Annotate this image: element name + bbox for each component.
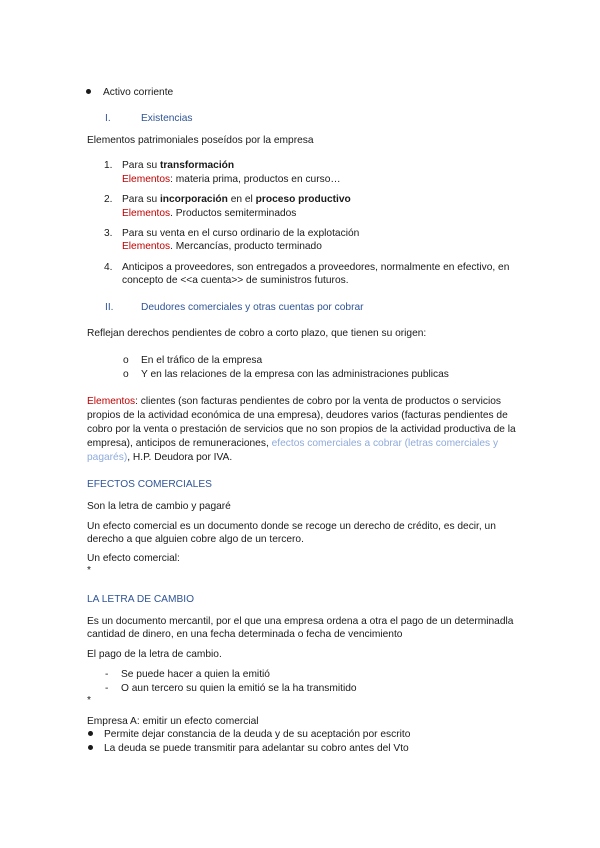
letra-line1b: cantidad de dinero, en una fecha determinada o fecha de vencimiento <box>87 629 403 640</box>
bullet-icon <box>88 745 93 750</box>
efectos-star: * <box>87 565 91 576</box>
empresa-line: Empresa A: emitir un efecto comercial <box>87 716 259 727</box>
subitem2-text: Y en las relaciones de la empresa con las administraciones publicas <box>141 369 449 380</box>
elements-para-line3: cobro por la venta o prestación de servicios que no son propios de la actividad productiva de la <box>87 424 516 435</box>
efectos-line3: Un efecto comercial: <box>87 553 180 564</box>
efectos-line2a: Un efecto comercial es un documento donde se recoge un derecho de crédito, es decir, un <box>87 521 496 532</box>
item3-elements <box>122 240 322 253</box>
item2-line <box>122 193 351 206</box>
bullet-icon <box>88 731 93 736</box>
item4-number: 4. <box>104 262 113 273</box>
item1-elements <box>122 173 341 186</box>
elements-label: Elementos <box>87 396 136 407</box>
item1-elements-label: Elementos <box>122 174 171 185</box>
item3-elements-text: . Mercancías, producto terminado <box>170 241 322 252</box>
letra-line2: El pago de la letra de cambio. <box>87 649 222 660</box>
dash-item1-marker: - <box>105 669 109 680</box>
section2-title: Deudores comerciales y otras cuentas por cobrar <box>141 302 364 313</box>
bullet-icon <box>86 89 91 94</box>
item1-text: Para su <box>122 160 160 171</box>
item1-number: 1. <box>104 160 113 171</box>
section1-desc: Elementos patrimoniales poseídos por la empresa <box>87 135 314 146</box>
letra-heading: LA LETRA DE CAMBIO <box>87 594 195 605</box>
elements-line1-text: : clientes (son facturas pendientes de cobro por la venta de productos o servicios <box>135 396 501 407</box>
elements-para-line2: propios de la actividad económica de una empresa), deudores varios (facturas pendientes de <box>87 410 508 421</box>
subitem1-text: En el tráfico de la empresa <box>141 355 263 366</box>
section1-title: Existencias <box>141 113 193 124</box>
letra-star: * <box>87 695 91 706</box>
elements-line4-text: empresa), anticipos de remuneraciones, <box>87 438 272 449</box>
item1-elements-text: : materia prima, productos en curso… <box>170 174 341 185</box>
subitem1-marker: o <box>123 355 129 366</box>
item1-line <box>122 159 234 172</box>
dash-item2-marker: - <box>105 683 109 694</box>
elements-line4-highlight: efectos comerciales a cobrar (letras comerciales y <box>271 438 499 449</box>
section2-desc: Reflejan derechos pendientes de cobro a corto plazo, que tienen su origen: <box>87 328 427 339</box>
item2-bold2: proceso productivo <box>255 194 351 205</box>
letra-line1a: Es un documento mercantil, por el que una empresa ordena a otra el pago de un determinadla <box>87 616 514 627</box>
letra-bullet2: La deuda se puede transmitir para adelantar su cobro antes del Vto <box>104 743 409 754</box>
intro-bullet-text: Activo corriente <box>103 87 174 98</box>
dash-item2-text: O aun tercero su quien la emitió se la ha transmitido <box>121 683 357 694</box>
efectos-line1: Son la letra de cambio y pagaré <box>87 501 231 512</box>
efectos-line2b: derecho a que alguien cobre algo de un tercero. <box>87 534 304 545</box>
item4-line2: concepto de <<a cuenta>> de suministros futuros. <box>122 275 349 286</box>
item3-text: Para su venta en el curso ordinario de la explotación <box>122 228 360 239</box>
dash-item1-text: Se puede hacer a quien la emitió <box>121 669 270 680</box>
letra-bullet1: Permite dejar constancia de la deuda y de su aceptación por escrito <box>104 729 411 740</box>
item1-bold: transformación <box>159 160 235 171</box>
elements-para-line1 <box>87 395 501 408</box>
subitem2-marker: o <box>123 369 129 380</box>
item2-elements-label: Elementos <box>122 208 171 219</box>
item2-text: Para su <box>122 194 160 205</box>
item4-line1: Anticipos a proveedores, son entregados a proveedores, normalmente en efectivo, en <box>122 262 510 273</box>
elements-line5-highlight: pagarés) <box>87 452 128 463</box>
section2-numeral: II. <box>105 302 114 313</box>
elements-line5-text: , H.P. Deudora por IVA. <box>127 452 233 463</box>
elements-para-line4 <box>87 437 498 450</box>
section1-numeral: I. <box>105 113 111 124</box>
item2-bold: incorporación <box>159 194 228 205</box>
item2-elements-text: . Productos semiterminados <box>170 208 297 219</box>
item3-elements-label: Elementos <box>122 241 171 252</box>
item2-elements <box>122 207 296 220</box>
elements-para-line5 <box>87 451 232 464</box>
efectos-heading: EFECTOS COMERCIALES <box>87 479 212 490</box>
item2-number: 2. <box>104 194 113 205</box>
item3-number: 3. <box>104 228 113 239</box>
item2-mid: en el <box>227 194 256 205</box>
